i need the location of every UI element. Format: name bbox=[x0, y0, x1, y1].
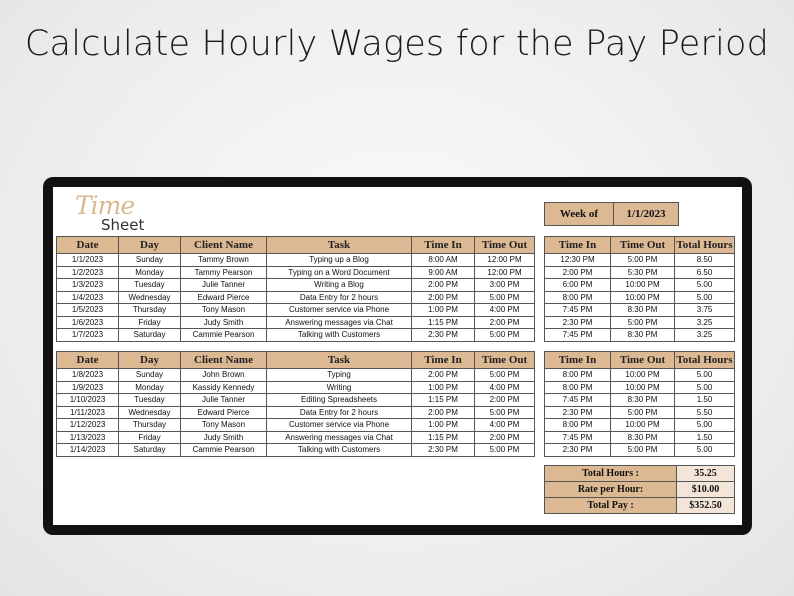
total-pay-value[interactable]: $352.50 bbox=[677, 498, 735, 514]
week2-hours-cell[interactable]: 5.00 bbox=[675, 419, 735, 432]
week1-cell[interactable]: 1:00 PM bbox=[412, 304, 475, 317]
week2-cell[interactable]: Answering messages via Chat bbox=[267, 431, 412, 444]
week2-hours-header-0: Time In bbox=[545, 352, 611, 369]
week2-cell[interactable]: Saturday bbox=[119, 444, 181, 457]
week1-cell[interactable]: 1/6/2023 bbox=[57, 316, 119, 329]
week2-hours-cell[interactable]: 8:30 PM bbox=[611, 394, 675, 407]
week2-cell[interactable]: Kassidy Kennedy bbox=[181, 381, 267, 394]
week2-cell[interactable]: Typing bbox=[267, 369, 412, 382]
week1-cell[interactable]: 1/2/2023 bbox=[57, 266, 119, 279]
week-of-value[interactable]: 1/1/2023 bbox=[614, 203, 679, 226]
week1-cell[interactable]: 2:00 PM bbox=[412, 291, 475, 304]
week1-hours-row bbox=[545, 266, 735, 279]
week1-hours-cell[interactable]: 6:00 PM bbox=[545, 279, 611, 292]
week1-hours-cell[interactable]: 7:45 PM bbox=[545, 304, 611, 317]
total-pay-label: Total Pay : bbox=[545, 498, 677, 514]
week1-cell[interactable]: 4:00 PM bbox=[475, 304, 535, 317]
week2-hours-row bbox=[545, 444, 735, 457]
week2-hours-cell[interactable]: 2:30 PM bbox=[545, 406, 611, 419]
week2-header-0: Date bbox=[57, 352, 119, 369]
week1-cell[interactable]: 1/4/2023 bbox=[57, 291, 119, 304]
week1-cell[interactable]: Answering messages via Chat bbox=[267, 316, 412, 329]
week1-hours-cell[interactable]: 5:30 PM bbox=[611, 266, 675, 279]
week1-header-5: Time Out bbox=[475, 237, 535, 254]
week1-hours-cell[interactable]: 8:30 PM bbox=[611, 329, 675, 342]
week1-cell[interactable]: Typing on a Word Document bbox=[267, 266, 412, 279]
week2-cell[interactable]: Cammie Pearson bbox=[181, 444, 267, 457]
week1-cell[interactable]: Tony Mason bbox=[181, 304, 267, 317]
week2-cell[interactable]: 5:00 PM bbox=[475, 406, 535, 419]
week1-hours-row bbox=[545, 279, 735, 292]
week2-row bbox=[57, 444, 535, 457]
week1-cell[interactable]: Data Entry for 2 hours bbox=[267, 291, 412, 304]
week2-cell[interactable]: 4:00 PM bbox=[475, 419, 535, 432]
week1-cell[interactable]: 2:00 PM bbox=[475, 316, 535, 329]
week2-cell[interactable]: 1/9/2023 bbox=[57, 381, 119, 394]
week1-cell[interactable]: Saturday bbox=[119, 329, 181, 342]
week2-cell[interactable]: 1/8/2023 bbox=[57, 369, 119, 382]
week1-cell[interactable]: 8:00 AM bbox=[412, 254, 475, 267]
week1-hours-row bbox=[545, 304, 735, 317]
week2-cell[interactable]: 2:00 PM bbox=[412, 406, 475, 419]
week1-header-2: Client Name bbox=[181, 237, 267, 254]
timesheet bbox=[53, 187, 742, 525]
week1-row bbox=[57, 279, 535, 292]
week1-hours-cell[interactable]: 8.50 bbox=[675, 254, 735, 267]
week2-hours-cell[interactable]: 10:00 PM bbox=[611, 369, 675, 382]
week2-hours-cell[interactable]: 8:00 PM bbox=[545, 419, 611, 432]
week2-row bbox=[57, 394, 535, 407]
week2-cell[interactable]: 5:00 PM bbox=[475, 369, 535, 382]
week1-hours-cell[interactable]: 5.00 bbox=[675, 291, 735, 304]
week1-cell[interactable]: Customer service via Phone bbox=[267, 304, 412, 317]
week1-hours-header-row bbox=[545, 237, 735, 254]
rate-value[interactable]: $10.00 bbox=[677, 482, 735, 498]
week1-hours-cell[interactable]: 3.25 bbox=[675, 329, 735, 342]
week1-hours-table bbox=[544, 236, 735, 342]
week-of-label: Week of bbox=[545, 203, 614, 226]
total-hours-value[interactable]: 35.25 bbox=[677, 466, 735, 482]
week1-hours-cell[interactable]: 5:00 PM bbox=[611, 254, 675, 267]
week1-hours-header-1: Time Out bbox=[611, 237, 675, 254]
week2-cell[interactable]: 2:00 PM bbox=[412, 369, 475, 382]
week1-hours-cell[interactable]: 10:00 PM bbox=[611, 291, 675, 304]
week1-cell[interactable]: Wednesday bbox=[119, 291, 181, 304]
week1-cell[interactable]: 9:00 AM bbox=[412, 266, 475, 279]
week1-cell[interactable]: Typing up a Blog bbox=[267, 254, 412, 267]
week1-hours-cell[interactable]: 12:30 PM bbox=[545, 254, 611, 267]
week2-cell[interactable]: Judy Smith bbox=[181, 431, 267, 444]
week1-hours-row bbox=[545, 254, 735, 267]
week2-row bbox=[57, 381, 535, 394]
week1-header-0: Date bbox=[57, 237, 119, 254]
week2-hours-row bbox=[545, 394, 735, 407]
week1-cell[interactable]: Tammy Brown bbox=[181, 254, 267, 267]
week1-cell[interactable]: 12:00 PM bbox=[475, 254, 535, 267]
week2-hours-cell[interactable]: 10:00 PM bbox=[611, 381, 675, 394]
week-of-box bbox=[544, 202, 679, 226]
totals-table bbox=[544, 465, 735, 514]
week2-hours-header-1: Time Out bbox=[611, 352, 675, 369]
week2-cell[interactable]: Writing bbox=[267, 381, 412, 394]
week1-cell[interactable]: Tammy Pearson bbox=[181, 266, 267, 279]
week1-row bbox=[57, 304, 535, 317]
week2-row bbox=[57, 419, 535, 432]
week2-hours-cell[interactable]: 5.50 bbox=[675, 406, 735, 419]
week2-hours-row bbox=[545, 369, 735, 382]
week2-hours-header-2: Total Hours bbox=[675, 352, 735, 369]
week1-cell[interactable]: Friday bbox=[119, 316, 181, 329]
week2-cell[interactable]: Tuesday bbox=[119, 394, 181, 407]
week1-cell[interactable]: 2:30 PM bbox=[412, 329, 475, 342]
week2-cell[interactable]: 4:00 PM bbox=[475, 381, 535, 394]
week1-hours-header-0: Time In bbox=[545, 237, 611, 254]
week2-cell[interactable]: 1:15 PM bbox=[412, 431, 475, 444]
week1-row bbox=[57, 266, 535, 279]
week1-cell[interactable]: Writing a Blog bbox=[267, 279, 412, 292]
week1-cell[interactable]: 2:00 PM bbox=[412, 279, 475, 292]
total-pay-row bbox=[545, 498, 735, 514]
week2-hours-cell[interactable]: 10:00 PM bbox=[611, 419, 675, 432]
week2-hours-cell[interactable]: 7:45 PM bbox=[545, 431, 611, 444]
week2-hours-cell[interactable]: 8:30 PM bbox=[611, 431, 675, 444]
week1-cell[interactable]: Tuesday bbox=[119, 279, 181, 292]
week1-header-4: Time In bbox=[412, 237, 475, 254]
week2-hours-cell[interactable]: 5.00 bbox=[675, 381, 735, 394]
week2-cell[interactable]: Data Entry for 2 hours bbox=[267, 406, 412, 419]
week2-cell[interactable]: Thursday bbox=[119, 419, 181, 432]
week1-cell[interactable]: 1/1/2023 bbox=[57, 254, 119, 267]
week2-cell[interactable]: 1/12/2023 bbox=[57, 419, 119, 432]
week2-hours-header-row bbox=[545, 352, 735, 369]
week1-cell[interactable]: Thursday bbox=[119, 304, 181, 317]
week2-cell[interactable]: 2:00 PM bbox=[475, 394, 535, 407]
week2-cell[interactable]: 1/10/2023 bbox=[57, 394, 119, 407]
week1-hours-cell[interactable]: 10:00 PM bbox=[611, 279, 675, 292]
week2-cell[interactable]: 2:00 PM bbox=[475, 431, 535, 444]
week2-cell[interactable]: Monday bbox=[119, 381, 181, 394]
week2-hours-cell[interactable]: 5.00 bbox=[675, 369, 735, 382]
week1-cell[interactable]: Cammie Pearson bbox=[181, 329, 267, 342]
week2-row bbox=[57, 369, 535, 382]
week2-cell[interactable]: Friday bbox=[119, 431, 181, 444]
week1-hours-cell[interactable]: 2:30 PM bbox=[545, 316, 611, 329]
week2-hours-row bbox=[545, 381, 735, 394]
week1-row bbox=[57, 316, 535, 329]
week2-hours-row bbox=[545, 431, 735, 444]
week1-cell[interactable]: Julie Tanner bbox=[181, 279, 267, 292]
week2-hours-cell[interactable]: 5.00 bbox=[675, 444, 735, 457]
week2-cell[interactable]: 2:30 PM bbox=[412, 444, 475, 457]
page-headline: Calculate Hourly Wages for the Pay Period bbox=[24, 24, 770, 64]
week2-cell[interactable]: Tony Mason bbox=[181, 419, 267, 432]
week1-hours-cell[interactable]: 2:00 PM bbox=[545, 266, 611, 279]
week2-hours-cell[interactable]: 5:00 PM bbox=[611, 406, 675, 419]
week2-header-2: Client Name bbox=[181, 352, 267, 369]
week1-hours-row bbox=[545, 329, 735, 342]
week2-cell[interactable]: Editing Spreadsheets bbox=[267, 394, 412, 407]
week2-hours-cell[interactable]: 8:00 PM bbox=[545, 369, 611, 382]
week1-cell[interactable]: Talking with Customers bbox=[267, 329, 412, 342]
week1-cell[interactable]: 5:00 PM bbox=[475, 291, 535, 304]
week2-hours-row bbox=[545, 406, 735, 419]
week1-row bbox=[57, 291, 535, 304]
week1-table bbox=[56, 236, 535, 342]
week1-header-row bbox=[57, 237, 535, 254]
week2-row bbox=[57, 406, 535, 419]
total-hours-row bbox=[545, 466, 735, 482]
week2-cell[interactable]: John Brown bbox=[181, 369, 267, 382]
week1-cell[interactable]: 1:15 PM bbox=[412, 316, 475, 329]
week1-cell[interactable]: Judy Smith bbox=[181, 316, 267, 329]
week1-hours-cell[interactable]: 6.50 bbox=[675, 266, 735, 279]
week1-hours-cell[interactable]: 7:45 PM bbox=[545, 329, 611, 342]
rate-row bbox=[545, 482, 735, 498]
week1-hours-cell[interactable]: 3.75 bbox=[675, 304, 735, 317]
week1-cell[interactable]: 3:00 PM bbox=[475, 279, 535, 292]
logo-sheet-text: Sheet bbox=[101, 216, 145, 234]
week2-cell[interactable]: Julie Tanner bbox=[181, 394, 267, 407]
week2-cell[interactable]: Edward Pierce bbox=[181, 406, 267, 419]
week2-cell[interactable]: 1:00 PM bbox=[412, 381, 475, 394]
week1-cell[interactable]: Monday bbox=[119, 266, 181, 279]
week2-cell[interactable]: Wednesday bbox=[119, 406, 181, 419]
week1-hours-cell[interactable]: 5:00 PM bbox=[611, 316, 675, 329]
rate-label: Rate per Hour: bbox=[545, 482, 677, 498]
week2-hours-cell[interactable]: 1.50 bbox=[675, 431, 735, 444]
week2-cell[interactable]: 1/11/2023 bbox=[57, 406, 119, 419]
week2-header-3: Task bbox=[267, 352, 412, 369]
week1-hours-row bbox=[545, 291, 735, 304]
week1-hours-cell[interactable]: 8:30 PM bbox=[611, 304, 675, 317]
week1-cell[interactable]: 1/3/2023 bbox=[57, 279, 119, 292]
week2-hours-row bbox=[545, 419, 735, 432]
week2-hours-cell[interactable]: 7:45 PM bbox=[545, 394, 611, 407]
week2-cell[interactable]: Sunday bbox=[119, 369, 181, 382]
week2-hours-table bbox=[544, 351, 735, 457]
week2-header-1: Day bbox=[119, 352, 181, 369]
total-hours-label: Total Hours : bbox=[545, 466, 677, 482]
week1-hours-cell[interactable]: 8:00 PM bbox=[545, 291, 611, 304]
week1-hours-cell[interactable]: 5.00 bbox=[675, 279, 735, 292]
week2-hours-cell[interactable]: 1.50 bbox=[675, 394, 735, 407]
week1-row bbox=[57, 254, 535, 267]
week2-cell[interactable]: Customer service via Phone bbox=[267, 419, 412, 432]
week1-hours-row bbox=[545, 316, 735, 329]
week2-hours-cell[interactable]: 8:00 PM bbox=[545, 381, 611, 394]
week1-cell[interactable]: 12:00 PM bbox=[475, 266, 535, 279]
week2-header-4: Time In bbox=[412, 352, 475, 369]
timesheet-logo bbox=[67, 190, 157, 234]
week2-cell[interactable]: 1:15 PM bbox=[412, 394, 475, 407]
week1-cell[interactable]: 1/7/2023 bbox=[57, 329, 119, 342]
logo-time-text: Time bbox=[75, 191, 135, 220]
week2-hours-cell[interactable]: 5:00 PM bbox=[611, 444, 675, 457]
week2-cell[interactable]: 5:00 PM bbox=[475, 444, 535, 457]
week2-hours-cell[interactable]: 2:30 PM bbox=[545, 444, 611, 457]
week2-cell[interactable]: 1/14/2023 bbox=[57, 444, 119, 457]
week2-header-5: Time Out bbox=[475, 352, 535, 369]
week1-row bbox=[57, 329, 535, 342]
week2-cell[interactable]: Talking with Customers bbox=[267, 444, 412, 457]
week1-cell[interactable]: 5:00 PM bbox=[475, 329, 535, 342]
week1-header-3: Task bbox=[267, 237, 412, 254]
week1-cell[interactable]: Edward Pierce bbox=[181, 291, 267, 304]
week1-hours-header-2: Total Hours bbox=[675, 237, 735, 254]
week1-cell[interactable]: Sunday bbox=[119, 254, 181, 267]
week2-table bbox=[56, 351, 535, 457]
week1-cell[interactable]: 1/5/2023 bbox=[57, 304, 119, 317]
week2-row bbox=[57, 431, 535, 444]
week2-header-row bbox=[57, 352, 535, 369]
week1-header-1: Day bbox=[119, 237, 181, 254]
week1-hours-cell[interactable]: 3.25 bbox=[675, 316, 735, 329]
week2-cell[interactable]: 1/13/2023 bbox=[57, 431, 119, 444]
week2-cell[interactable]: 1:00 PM bbox=[412, 419, 475, 432]
